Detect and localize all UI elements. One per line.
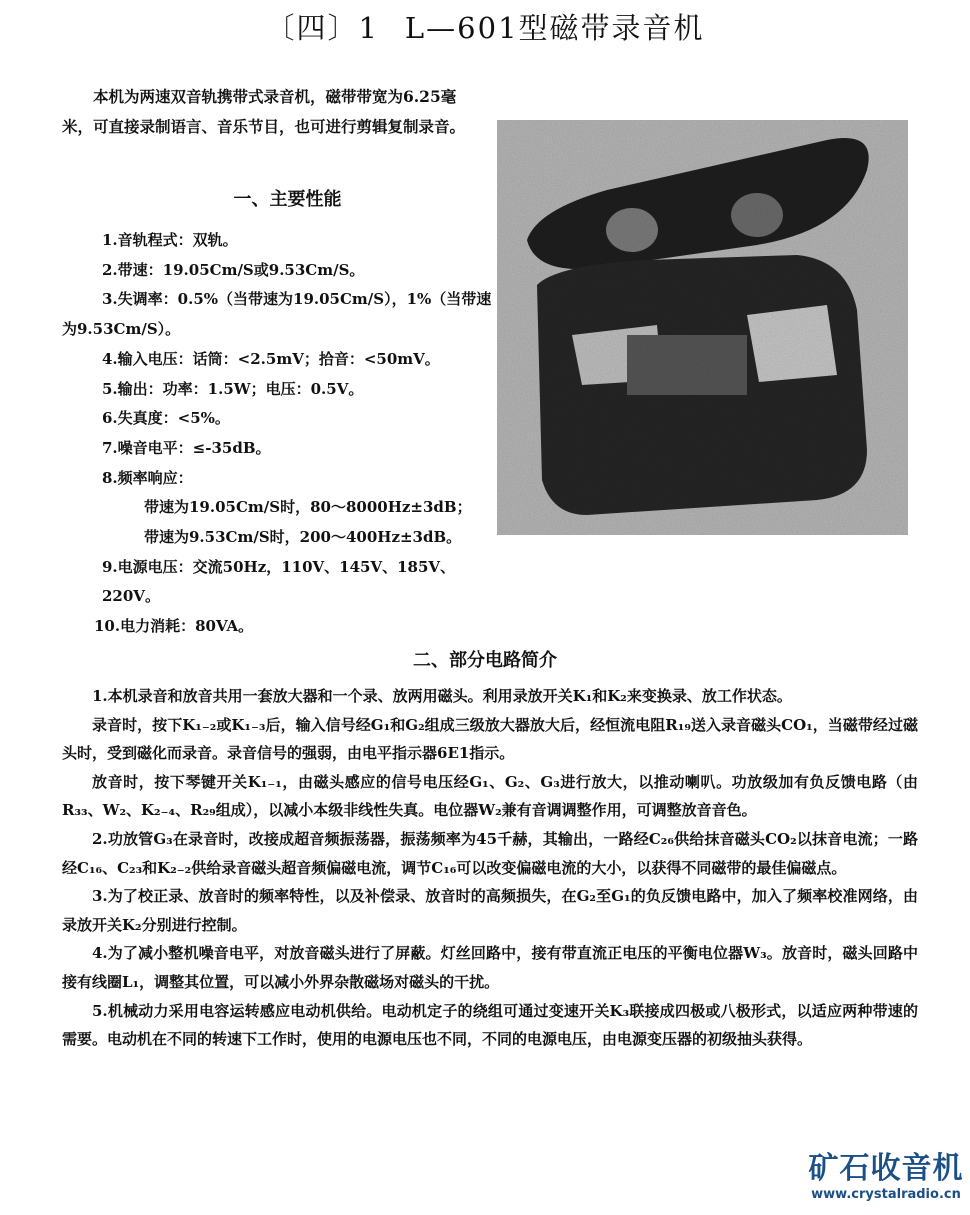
spec-item: 10.电力消耗：80VA。	[94, 617, 254, 636]
spec-item: 4.输入电压：话筒：<2.5mV；拾音：<50mV。	[102, 349, 440, 368]
paragraph: 4.为了减小整机噪音电平，对放音磁头进行了屏蔽。灯丝回路中，接有带直流正电压的平衡电位器W₃。放音时，磁头回路中接有线圈L₁，调整其位置，可以减小外界杂散磁场对磁头的干扰。	[62, 944, 918, 991]
section1-heading: 一、主要性能	[233, 189, 342, 210]
paragraph: 5.机械动力采用电容运转感应电动机供给。电动机定子的绕组可通过变速开关K₃联接成四极或八极形式，以适应两种带速的需要。电动机在不同的转速下工作时，使用的电源电压也不同，不同的电源电压，由电源变压器的初级抽头获得。	[62, 1001, 918, 1049]
paragraph: 录音时，按下K₁₋₂或K₁₋₃后，输入信号经G₁和G₂组成三级放大器放大后，经恒流电阻R₁₉送入录音磁头CO₁，当磁带经过磁头时，受到磁化而录音。录音信号的强弱，由电平指示器6E1指示。	[62, 715, 918, 763]
paragraph: 2.功放管G₃在录音时，改接成超音频振荡器，振荡频率为45千赫，其输出，一路经C₂₆供给抹音磁头CO₂以抹音电流；一路经C₁₆、C₂₃和K₂₋₂供给录音磁头超音频偏磁电流，调节C₁₆可以改变偏磁电流的大小，以获得不同磁带的最佳偏磁点。	[62, 829, 918, 877]
intro-paragraph: 本机为两速双音轨携带式录音机，磁带带宽为6.25毫米，可直接录制语言、音乐节目，也可进行剪辑复制录音。	[62, 87, 466, 136]
paragraph: 放音时，按下琴键开关K₁₋₁，由磁头感应的信号电压经G₁、G₂、G₃进行放大，以推动喇叭。功放级加有负反馈电路（由R₃₃、W₂、K₂₋₄、R₂₉组成），以减小本级非线性失真。电位器W₂兼有音调调整作用，可调整放音音色。	[62, 772, 918, 820]
freq-response-line: 带速为9.53Cm/S时，200～400Hz±3dB。	[144, 528, 462, 547]
title-text: L—601型磁带录音机	[404, 11, 705, 45]
spec-item: 2.带速：19.05Cm/S或9.53Cm/S。	[102, 260, 365, 279]
spec-list	[62, 226, 502, 642]
watermark-name: 矿石收音机	[808, 1151, 964, 1186]
section-number: 〔四〕1	[265, 11, 379, 45]
freq-response-line: 带速为19.05Cm/S时，80～8000Hz±3dB；	[144, 498, 472, 517]
tape-recorder-photo	[497, 120, 908, 535]
spec-item: 6.失真度：<5%。	[102, 409, 230, 428]
watermark-logo	[802, 1152, 970, 1204]
spec-item: 8.频率响应：	[102, 468, 193, 487]
section2-heading: 二、部分电路简介	[413, 650, 557, 671]
spec-item: 1.音轨程式：双轨。	[102, 231, 238, 249]
spec-item: 9.电源电压：交流50Hz，110V、145V、185V、220V。	[102, 557, 456, 606]
spec-item: 7.噪音电平：≤-35dB。	[102, 438, 271, 457]
tape-recorder-image	[497, 120, 908, 535]
circuit-description	[62, 682, 918, 1054]
spec-item: 5.输出：功率：1.5W；电压：0.5V。	[102, 379, 364, 398]
page-title	[0, 6, 970, 47]
watermark-url: www.crystalradio.cn	[811, 1187, 961, 1202]
paragraph: 1.本机录音和放音共用一套放大器和一个录、放两用磁头。利用录放开关K₁和K₂来变换录、放工作状态。	[92, 687, 792, 705]
paragraph: 3.为了校正录、放音时的频率特性，以及补偿录、放音时的高频损失，在G₂至G₁的负反馈电路中，加入了频率校准网络，由录放开关K₂分别进行控制。	[62, 887, 918, 934]
spec-item: 3.失调率：0.5%（当带速为19.05Cm/S），1%（当带速为9.53Cm/S）。	[62, 290, 492, 339]
